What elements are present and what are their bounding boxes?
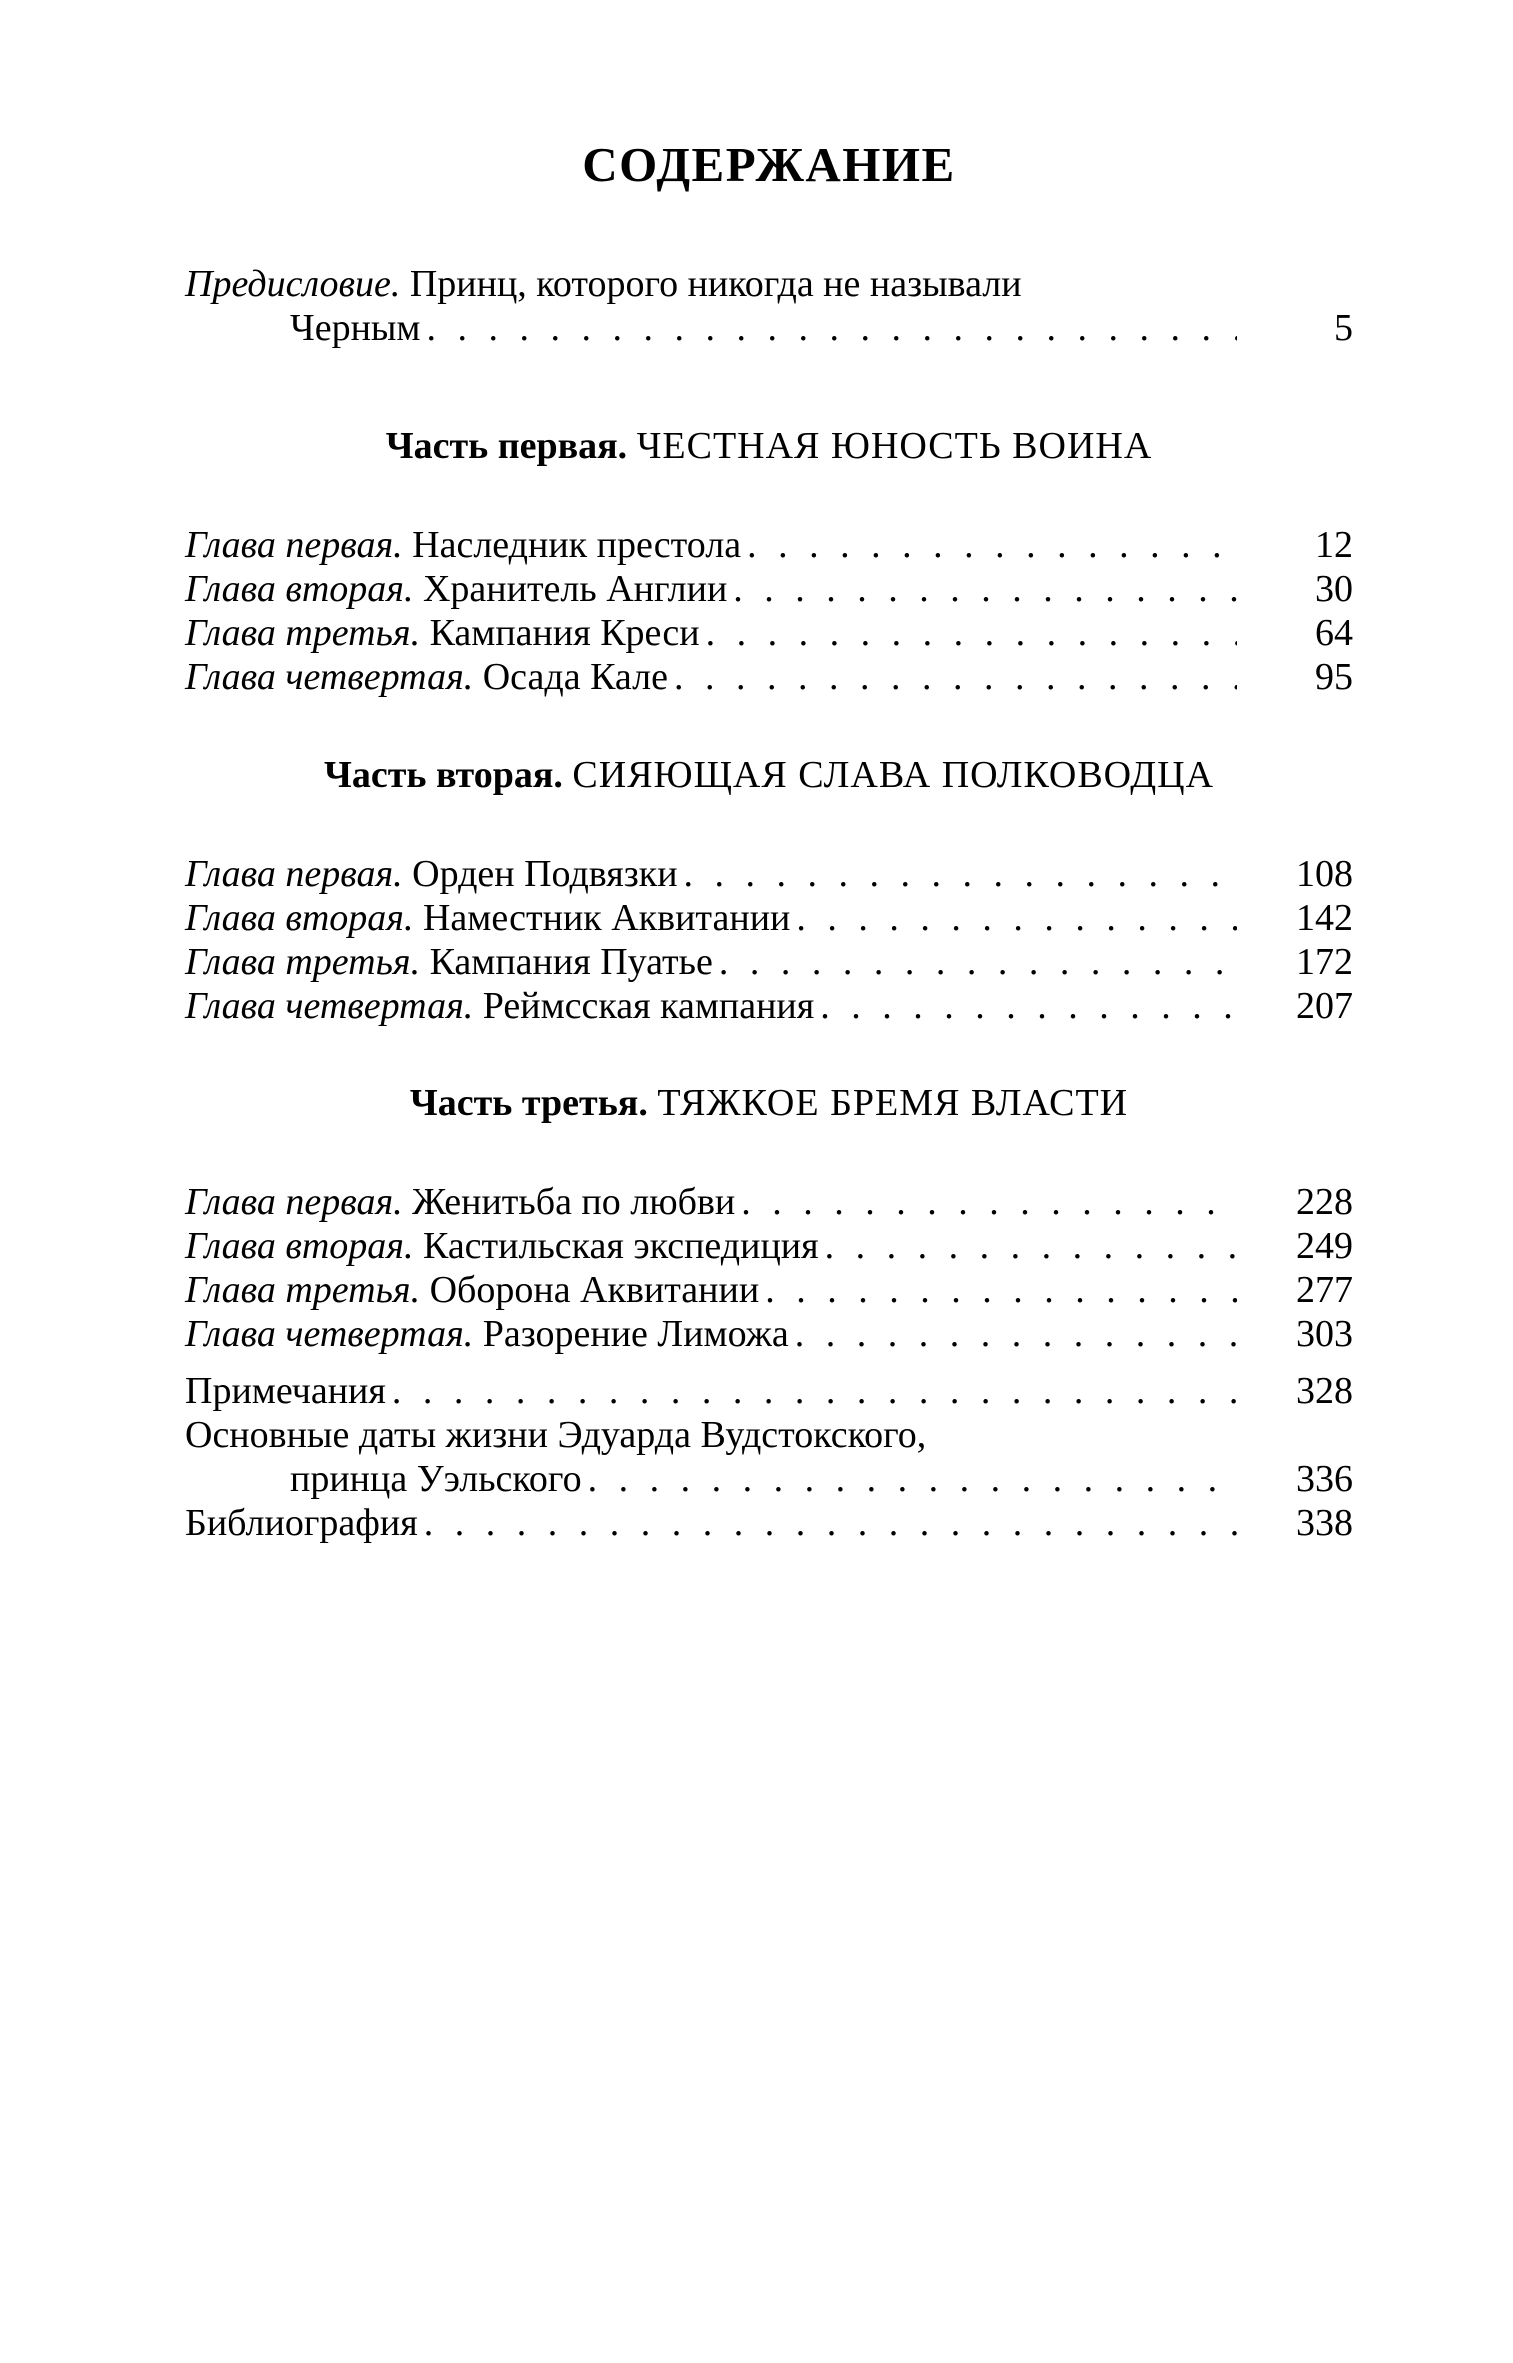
preface-entry [185, 262, 1353, 350]
dates-title-line-1: Основные даты жизни Эдуарда Вудстокского, [185, 1414, 927, 1456]
chapter-title: Наследник престола [412, 524, 742, 566]
chapter-entry [185, 896, 1353, 940]
part-name: ТЯЖКОЕ БРЕМЯ ВЛАСТИ [657, 1082, 1129, 1124]
leader-dots [392, 1369, 1237, 1413]
part-2 [185, 752, 1353, 1028]
leader-dots [796, 896, 1237, 940]
part-prefix: Часть первая. [385, 425, 628, 467]
leader-dots [424, 1501, 1237, 1545]
part-prefix: Часть вторая. [323, 754, 563, 796]
chapter-title: Кампания Креси [429, 612, 700, 654]
toc-page [185, 0, 1353, 2363]
leader-dots [765, 1268, 1237, 1312]
chapter-prefix: Глава четвертая. [185, 985, 474, 1027]
chapter-entry [185, 852, 1353, 896]
chapter-prefix: Глава первая. [185, 853, 403, 895]
chapter-prefix: Глава четвертая. [185, 656, 474, 698]
part-1 [185, 423, 1353, 699]
leader-dots [588, 1457, 1237, 1501]
chapter-title: Реймсская кампания [482, 985, 815, 1027]
leader-dots [741, 1180, 1237, 1224]
page-number: 142 [1296, 897, 1353, 939]
chapter-title: Осада Кале [482, 656, 668, 698]
page-number: 338 [1296, 1502, 1353, 1544]
back-matter [185, 1369, 1353, 1545]
page-number: 336 [1296, 1458, 1353, 1500]
page-number: 30 [1315, 568, 1353, 610]
notes-entry [185, 1369, 1353, 1413]
chapter-entry [185, 1224, 1353, 1268]
chapter-title: Разорение Лиможа [482, 1313, 789, 1355]
preface-line-2 [185, 306, 1353, 350]
chapter-entry [185, 940, 1353, 984]
page-number: 5 [1334, 307, 1353, 349]
chapter-prefix: Глава вторая. [185, 568, 414, 610]
chapter-prefix: Глава четвертая. [185, 1313, 474, 1355]
chapter-entry [185, 611, 1353, 655]
chapter-title: Женитьба по любви [412, 1181, 736, 1223]
leader-dots [674, 655, 1237, 699]
chapter-prefix: Глава третья. [185, 1269, 421, 1311]
bibliography-entry [185, 1501, 1353, 1545]
dates-entry [185, 1457, 1353, 1501]
page-number: 249 [1296, 1225, 1353, 1267]
part-heading [185, 423, 1353, 469]
page-number: 207 [1296, 985, 1353, 1027]
preface-title-line-2: Черным [290, 307, 421, 349]
leader-dots [684, 852, 1237, 896]
chapter-prefix: Глава третья. [185, 612, 421, 654]
chapter-entry [185, 523, 1353, 567]
chapter-prefix: Глава первая. [185, 1181, 403, 1223]
chapter-entry [185, 1312, 1353, 1356]
chapter-prefix: Глава вторая. [185, 897, 414, 939]
notes-title: Примечания [185, 1370, 386, 1412]
preface-title-line-1: Принц, которого никогда не называли [409, 263, 1022, 305]
leader-dots [426, 306, 1237, 350]
chapter-entry [185, 984, 1353, 1028]
page-number: 228 [1296, 1181, 1353, 1223]
leader-dots [706, 611, 1237, 655]
part-3 [185, 1080, 1353, 1356]
chapter-entry [185, 567, 1353, 611]
chapter-title: Хранитель Англии [422, 568, 728, 610]
chapter-prefix: Глава третья. [185, 941, 421, 983]
part-name: ЧЕСТНАЯ ЮНОСТЬ ВОИНА [636, 425, 1153, 467]
chapter-title: Кампания Пуатье [429, 941, 713, 983]
preface-prefix: Предисловие. [185, 263, 401, 305]
part-prefix: Часть третья. [409, 1082, 648, 1124]
page-number: 172 [1296, 941, 1353, 983]
leader-dots [747, 523, 1237, 567]
chapter-prefix: Глава первая. [185, 524, 403, 566]
leader-dots [733, 567, 1237, 611]
part-heading [185, 1080, 1353, 1126]
chapter-title: Кастильская экспедиция [422, 1225, 819, 1267]
chapter-entry [185, 1268, 1353, 1312]
chapter-title: Орден Подвязки [412, 853, 678, 895]
leader-dots [820, 984, 1237, 1028]
chapter-entry [185, 1180, 1353, 1224]
page-title: СОДЕРЖАНИЕ [582, 137, 956, 192]
leader-dots [825, 1224, 1237, 1268]
page-number: 303 [1296, 1313, 1353, 1355]
chapter-entry [185, 655, 1353, 699]
page-number: 108 [1296, 853, 1353, 895]
chapter-title: Оборона Аквитании [429, 1269, 760, 1311]
part-heading [185, 752, 1353, 798]
leader-dots [795, 1312, 1237, 1356]
dates-title-line-2: принца Уэльского [290, 1458, 582, 1500]
leader-dots [719, 940, 1237, 984]
chapter-prefix: Глава вторая. [185, 1225, 414, 1267]
page-number: 64 [1315, 612, 1353, 654]
page-number: 328 [1296, 1370, 1353, 1412]
preface-line-1 [185, 262, 1353, 306]
chapter-title: Наместник Аквитании [422, 897, 791, 939]
page-number: 95 [1315, 656, 1353, 698]
part-name: СИЯЮЩАЯ СЛАВА ПОЛКОВОДЦА [572, 754, 1215, 796]
page-number: 277 [1296, 1269, 1353, 1311]
bibliography-title: Библиография [185, 1502, 418, 1544]
page-number: 12 [1315, 524, 1353, 566]
